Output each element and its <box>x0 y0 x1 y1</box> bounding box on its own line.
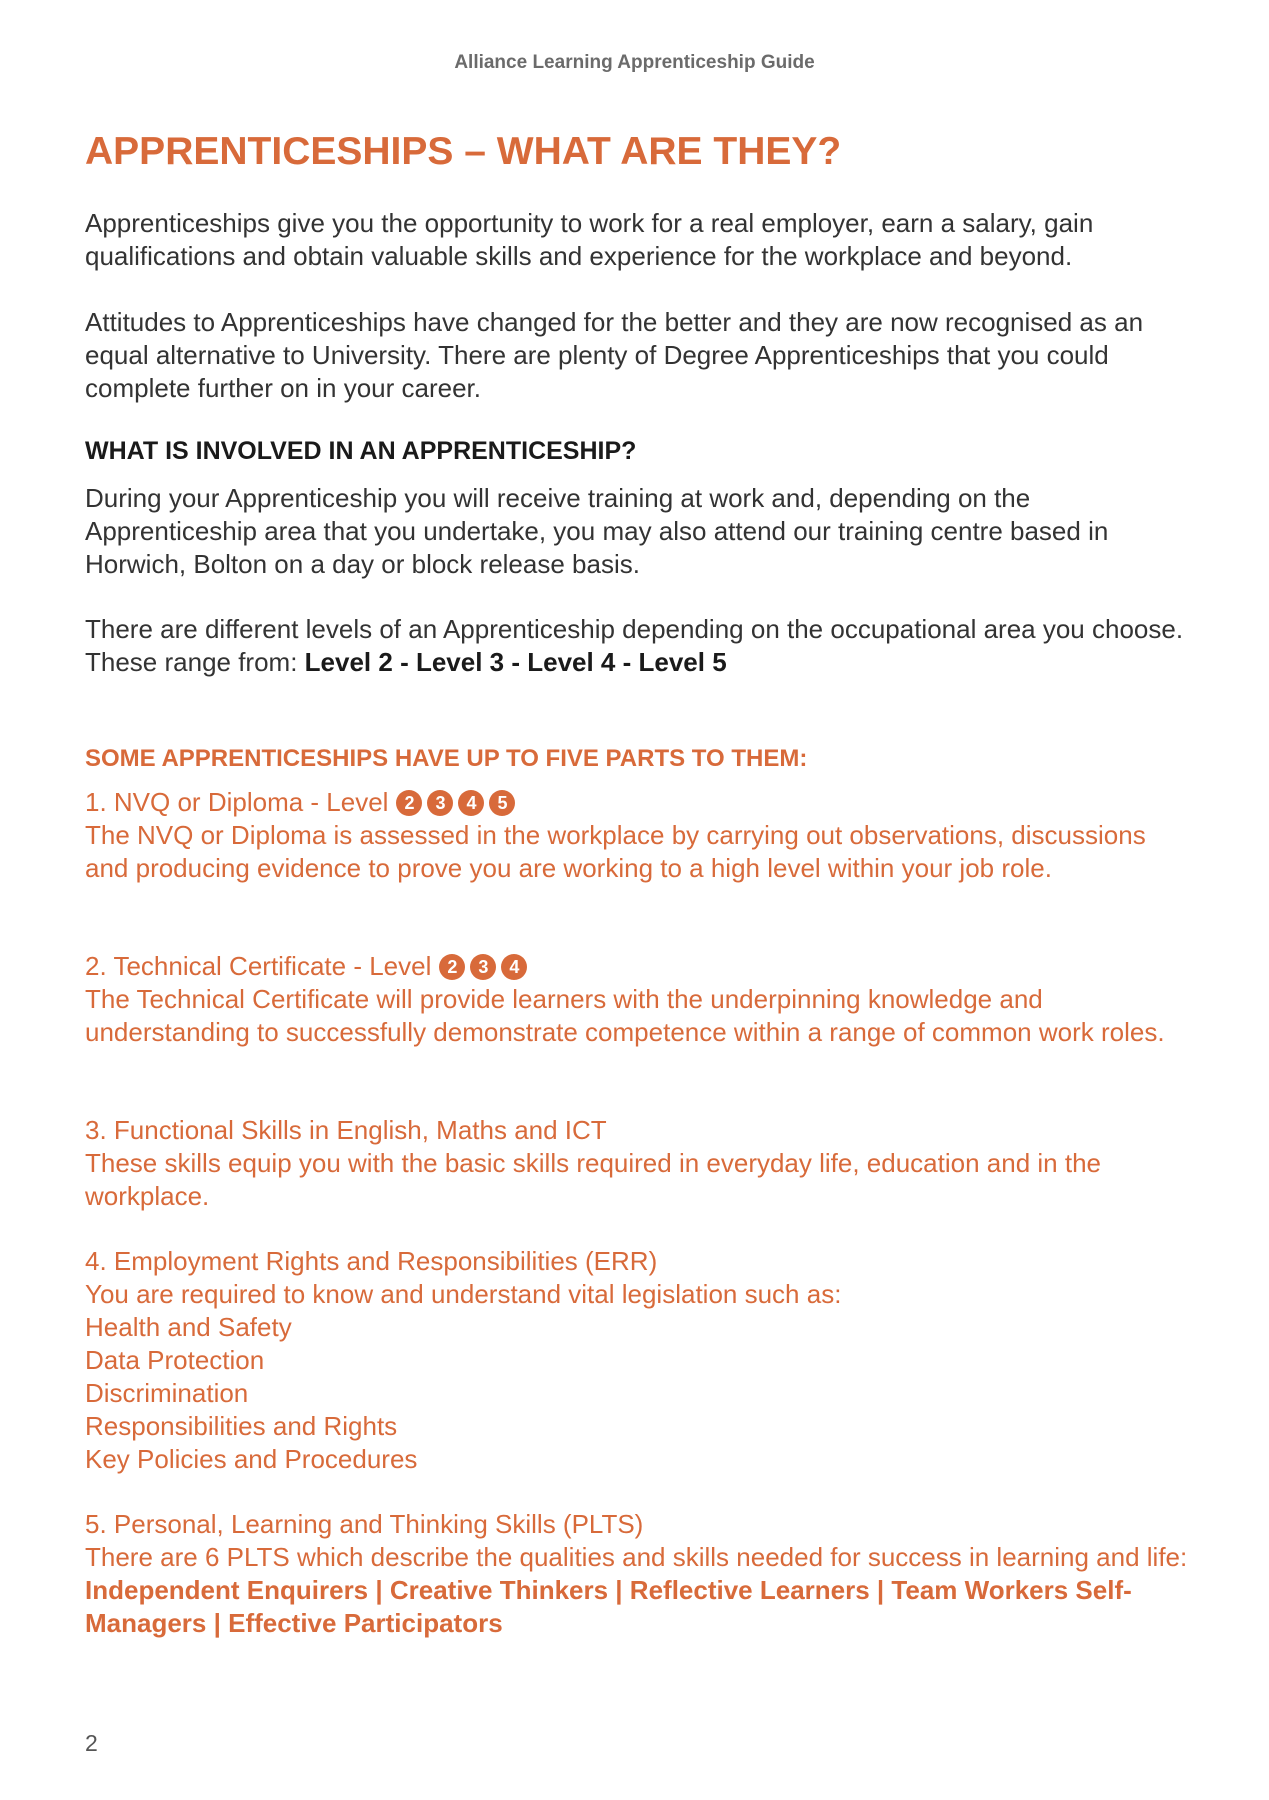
part-title: 3. Functional Skills in English, Maths and ICT <box>85 1115 607 1145</box>
level-badge: 5 <box>489 790 515 816</box>
part-err <box>85 1245 1195 1476</box>
legislation-item: Discrimination <box>85 1378 249 1408</box>
document-header: Alliance Learning Apprenticeship Guide <box>454 52 815 73</box>
levels-intro-text: There are different levels of an Apprenticeship depending on the occupational area you choose. These range from: <box>85 614 1184 677</box>
plts-skills: Independent Enquirers | Creative Thinkers | Reflective Learners | Team Workers Self-Managers | Effective Participators <box>85 1575 1132 1638</box>
intro-paragraph-1: Apprenticeships give you the opportunity to work for a real employer, earn a salary, gain qualifications and obtain valuable skills and experience for the workplace and beyond. <box>85 208 1094 271</box>
parts-heading: SOME APPRENTICESHIPS HAVE UP TO FIVE PARTS TO THEM: <box>85 745 808 772</box>
intro-paragraph-2: Attitudes to Apprenticeships have changed for the better and they are now recognised as an equal alternative to University. There are plenty of Degree Apprenticeships that you could complete further on in your career. <box>85 307 1144 403</box>
part-description-row <box>85 1541 1195 1640</box>
part-functional-skills <box>85 1114 1195 1213</box>
part-title: 2. Technical Certificate - Level <box>85 951 432 981</box>
part-description: The Technical Certificate will provide learners with the underpinning knowledge and understanding to successfully demonstrate competence within a range of common work roles. <box>85 984 1165 1047</box>
involved-paragraph: During your Apprenticeship you will receive training at work and, depending on the Apprenticeship area that you undertake, you may also attend our training centre based in Horwich, Bolton on a day or block release basis. <box>85 483 1109 579</box>
part-description: The NVQ or Diploma is assessed in the workplace by carrying out observations, discussions and producing evidence to prove you are working to a high level within your job role. <box>85 820 1146 883</box>
part-title-row <box>85 786 1195 819</box>
level-badge: 2 <box>396 790 422 816</box>
part-title: 4. Employment Rights and Responsibilities (ERR) <box>85 1246 658 1276</box>
page-number: 2 <box>85 1730 98 1756</box>
legislation-item: Data Protection <box>85 1345 265 1375</box>
part-description: You are required to know and understand vital legislation such as: <box>85 1279 842 1309</box>
levels-range: Level 2 - Level 3 - Level 4 - Level 5 <box>304 647 727 677</box>
part-title: 1. NVQ or Diploma - Level <box>85 787 389 817</box>
legislation-item: Responsibilities and Rights <box>85 1411 398 1441</box>
part-technical-certificate <box>85 950 1195 1049</box>
level-badge: 4 <box>458 790 484 816</box>
legislation-item: Health and Safety <box>85 1312 292 1342</box>
level-badge: 3 <box>470 954 496 980</box>
part-title-row <box>85 950 1195 983</box>
part-nvq-diploma <box>85 786 1195 885</box>
part-description: There are 6 PLTS which describe the qualities and skills needed for success in learning and life: <box>85 1542 1188 1572</box>
level-badge: 3 <box>427 790 453 816</box>
involved-heading: WHAT IS INVOLVED IN AN APPRENTICESHIP? <box>85 437 637 465</box>
level-badge: 4 <box>501 954 527 980</box>
page-title: APPRENTICESHIPS – WHAT ARE THEY? <box>85 130 842 173</box>
level-badges <box>396 787 520 817</box>
part-title: 5. Personal, Learning and Thinking Skills (PLTS) <box>85 1509 644 1539</box>
part-description: These skills equip you with the basic skills required in everyday life, education and in the workplace. <box>85 1148 1101 1211</box>
levels-paragraph <box>85 613 1195 679</box>
part-plts <box>85 1508 1195 1640</box>
legislation-item: Key Policies and Procedures <box>85 1444 418 1474</box>
level-badges <box>439 951 532 981</box>
level-badge: 2 <box>439 954 465 980</box>
